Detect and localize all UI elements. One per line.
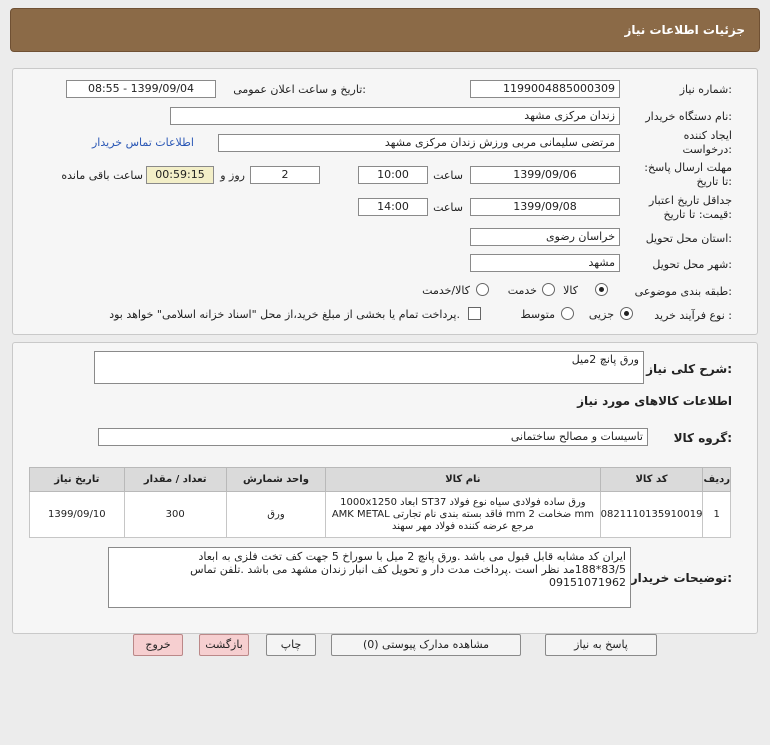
days-field: 2 — [250, 166, 320, 184]
goods-group-field: تاسیسات و مصالح ساختمانی — [98, 428, 648, 446]
city-field: مشهد — [470, 254, 620, 272]
validity-time-field: 14:00 — [358, 198, 428, 216]
category-both-radio[interactable] — [476, 283, 489, 296]
deadline-date-field: 1399/09/06 — [470, 166, 620, 184]
announce-label: تاریخ و ساعت اعلان عمومی: — [233, 83, 366, 96]
col-code: کد کالا — [600, 468, 703, 492]
cell-code: 0821110135910019 — [600, 492, 703, 538]
cell-qty: 300 — [124, 492, 226, 538]
city-label: شهر محل تحویل: — [652, 258, 732, 271]
buyer-notes-line3: 09151071962 — [549, 576, 626, 589]
goods-section-title: اطلاعات کالاهای مورد نیاز — [577, 394, 732, 408]
category-label: طبقه بندی موضوعی: — [634, 285, 732, 298]
remaining-label: ساعت باقی مانده — [61, 169, 143, 182]
cell-name — [326, 492, 601, 538]
validity-time-label: ساعت — [433, 201, 463, 214]
need-number-label: شماره نیاز: — [679, 83, 732, 96]
validity-date-field: 1399/09/08 — [470, 198, 620, 216]
deadline-label: مهلت ارسال پاسخ: تا تاریخ: — [644, 161, 732, 188]
summary-field: ورق پانچ 2میل — [94, 351, 644, 384]
attachments-button[interactable]: مشاهده مدارک پیوستی (0) — [331, 634, 521, 656]
col-qty: تعداد / مقدار — [124, 468, 226, 492]
buyer-org-field: زندان مرکزی مشهد — [170, 107, 620, 125]
cell-name-line3: مرجع عرضه کننده فولاد مهر سهند — [392, 520, 534, 532]
creator-label: ایجاد کننده درخواست: — [682, 129, 732, 156]
announce-field: 1399/09/04 - 08:55 — [66, 80, 216, 98]
back-button[interactable]: بازگشت — [199, 634, 249, 656]
category-both-label: کالا/خدمت — [422, 284, 470, 297]
cell-unit: ورق — [226, 492, 325, 538]
exit-button[interactable]: خروج — [133, 634, 183, 656]
deadline-time-label: ساعت — [433, 169, 463, 182]
cell-name-line1: ورق ساده فولادی سیاه نوع فولاد ST37 ابعاد 1000x1250 — [340, 496, 586, 508]
category-goods-label: کالا — [563, 284, 578, 297]
reply-button[interactable]: پاسخ به نیاز — [545, 634, 657, 656]
process-medium-radio[interactable] — [561, 307, 574, 320]
buyer-notes-line2: 83/5*188مد نظر است .پرداخت مدت دار و تحویل کف انبار زندان مشهد می باشد .تلفن تماس — [190, 563, 626, 576]
cell-name-line2: mm ضخامت 2 mm فاقد بسته بندی نام تجارتی AMK METAL — [331, 508, 594, 520]
process-minor-label: جزیی — [588, 308, 614, 321]
page-header — [10, 8, 760, 52]
category-goods-radio[interactable] — [595, 283, 608, 296]
table-header-row — [30, 468, 731, 492]
treasury-payment-note: پرداخت تمام یا بخشی از مبلغ خرید،از محل "اسناد خزانه اسلامی" خواهد بود. — [109, 308, 460, 321]
need-number-field: 1199004885000309 — [470, 80, 620, 98]
category-service-radio[interactable] — [542, 283, 555, 296]
col-row: ردیف — [703, 468, 731, 492]
goods-group-label: گروه کالا: — [673, 431, 732, 445]
remaining-time-field: 00:59:15 — [146, 166, 214, 184]
buyer-org-label: نام دستگاه خریدار: — [645, 110, 732, 123]
col-unit: واحد شمارش — [226, 468, 325, 492]
province-label: استان محل تحویل: — [645, 232, 732, 245]
buyer-notes-line1: ایران کد مشابه قابل قبول می باشد .ورق پانچ 2 میل با سوراخ 5 جهت کف تخت فلزی به ابعاد — [198, 550, 626, 563]
col-date: تاریخ نیاز — [30, 468, 125, 492]
buyer-notes-field — [108, 547, 631, 608]
buyer-contact-link[interactable]: اطلاعات تماس خریدار — [92, 136, 194, 149]
province-field: خراسان رضوی — [470, 228, 620, 246]
deadline-time-field: 10:00 — [358, 166, 428, 184]
buyer-notes-label: توضیحات خریدار: — [630, 571, 732, 585]
category-service-label: خدمت — [507, 284, 537, 297]
cell-row: 1 — [703, 492, 731, 538]
goods-table — [29, 467, 731, 538]
col-name: نام کالا — [326, 468, 601, 492]
print-button[interactable]: چاپ — [266, 634, 316, 656]
process-medium-label: متوسط — [520, 308, 555, 321]
treasury-payment-checkbox[interactable] — [468, 307, 481, 320]
validity-label: جداقل تاریخ اعتبار قیمت: تا تاریخ: — [648, 194, 732, 221]
days-label: روز و — [220, 169, 245, 182]
summary-label: شرح کلی نیاز: — [646, 362, 732, 376]
table-row — [30, 492, 731, 538]
process-label: نوع فرآیند خرید : — [654, 309, 732, 322]
cell-date: 1399/09/10 — [30, 492, 125, 538]
process-minor-radio[interactable] — [620, 307, 633, 320]
creator-field: مرتضی سلیمانی مربی ورزش زندان مرکزی مشهد — [218, 134, 620, 152]
page-title: جزئیات اطلاعات نیاز — [624, 23, 745, 37]
